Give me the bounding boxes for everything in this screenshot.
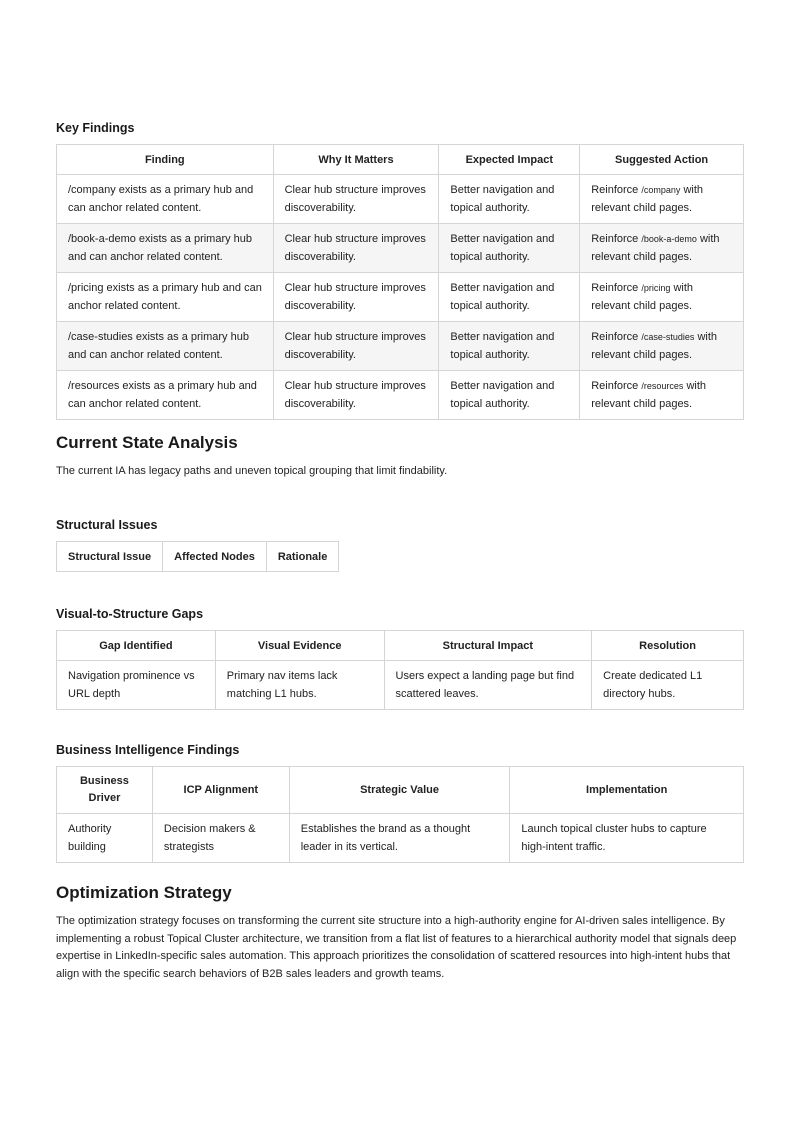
finding-cell: /pricing exists as a primary hub and can anchor related content. [57,273,274,322]
column-header: Implementation [510,767,744,814]
path-code: /book-a-demo [641,234,697,244]
structural-issues-table [56,541,339,572]
action-suffix: with relevant child pages. [591,184,704,214]
table-header-row [57,767,744,814]
action-cell [580,371,744,420]
finding-cell: /company exists as a primary hub and can anchor related content. [57,175,274,224]
why-cell: Clear hub structure improves discoverability. [273,175,439,224]
table-header-row [57,542,339,572]
action-suffix: with relevant child pages. [591,331,718,361]
table-row [57,814,744,863]
table-row [57,175,744,224]
column-header: Gap Identified [57,631,216,661]
resolution-cell: Create dedicated L1 directory hubs. [592,661,744,710]
action-prefix: Reinforce [591,184,639,196]
optimization-heading: Optimization Strategy [56,883,232,902]
gap-cell: Navigation prominence vs URL depth [57,661,216,710]
column-header: Affected Nodes [163,542,267,572]
impact-cell: Users expect a landing page but find scattered leaves. [384,661,592,710]
column-header: Structural Issue [57,542,163,572]
impact-cell: Better navigation and topical authority. [439,175,580,224]
optimization-text: The optimization strategy focuses on transforming the current site structure into a high-authority engine for AI-driven sales intelligence. By implementing a robust Topical Cluster architecture, we transition from a flat list of features to a hierarchical authority model that signals deep expertise in LinkedIn-specific sales automation. This approach prioritizes the consolidation of scattered resources into high-intent hubs that align with the specific search behaviors of B2B sales leaders and growth teams. [56,915,737,980]
evidence-cell: Primary nav items lack matching L1 hubs. [215,661,384,710]
column-header: Business Driver [57,767,153,814]
column-header: Resolution [592,631,744,661]
table-row [57,371,744,420]
impact-cell: Better navigation and topical authority. [439,322,580,371]
implementation-cell: Launch topical cluster hubs to capture high-intent traffic. [510,814,744,863]
column-header: ICP Alignment [152,767,289,814]
column-header: Visual Evidence [215,631,384,661]
visual-gaps-table [56,630,744,710]
action-cell [580,322,744,371]
action-suffix: with relevant child pages. [591,380,707,410]
icp-cell: Decision makers & strategists [152,814,289,863]
table-row [57,661,744,710]
table-header-row [57,631,744,661]
column-header: Expected Impact [439,145,580,175]
table-row [57,273,744,322]
impact-cell: Better navigation and topical authority. [439,371,580,420]
business-intel-heading: Business Intelligence Findings [56,743,240,757]
action-cell [580,273,744,322]
action-prefix: Reinforce [591,233,639,245]
column-header: Rationale [266,542,339,572]
column-header: Why It Matters [273,145,439,175]
action-cell [580,224,744,273]
finding-cell: /case-studies exists as a primary hub and can anchor related content. [57,322,274,371]
key-findings-table [56,144,744,420]
visual-gaps-heading: Visual-to-Structure Gaps [56,607,204,621]
action-suffix: with relevant child pages. [591,282,693,312]
column-header: Structural Impact [384,631,592,661]
action-suffix: with relevant child pages. [591,233,720,263]
column-header: Suggested Action [580,145,744,175]
finding-cell: /resources exists as a primary hub and can anchor related content. [57,371,274,420]
path-code: /resources [641,381,684,391]
action-prefix: Reinforce [591,331,639,343]
column-header: Finding [57,145,274,175]
path-code: /company [641,185,681,195]
value-cell: Establishes the brand as a thought leader in its vertical. [289,814,510,863]
table-row [57,224,744,273]
column-header: Strategic Value [289,767,510,814]
impact-cell: Better navigation and topical authority. [439,273,580,322]
why-cell: Clear hub structure improves discoverability. [273,224,439,273]
action-prefix: Reinforce [591,380,639,392]
why-cell: Clear hub structure improves discoverability. [273,273,439,322]
finding-cell: /book-a-demo exists as a primary hub and can anchor related content. [57,224,274,273]
path-code: /case-studies [641,332,695,342]
current-state-heading: Current State Analysis [56,433,238,452]
why-cell: Clear hub structure improves discoverability. [273,322,439,371]
action-prefix: Reinforce [591,282,639,294]
table-header-row [57,145,744,175]
business-intel-table [56,766,744,863]
action-cell [580,175,744,224]
key-findings-heading: Key Findings [56,121,135,135]
current-state-text: The current IA has legacy paths and uneven topical grouping that limit findability. [56,465,448,477]
structural-issues-heading: Structural Issues [56,518,158,532]
path-code: /pricing [641,283,671,293]
why-cell: Clear hub structure improves discoverability. [273,371,439,420]
table-row [57,322,744,371]
impact-cell: Better navigation and topical authority. [439,224,580,273]
driver-cell: Authority building [57,814,153,863]
